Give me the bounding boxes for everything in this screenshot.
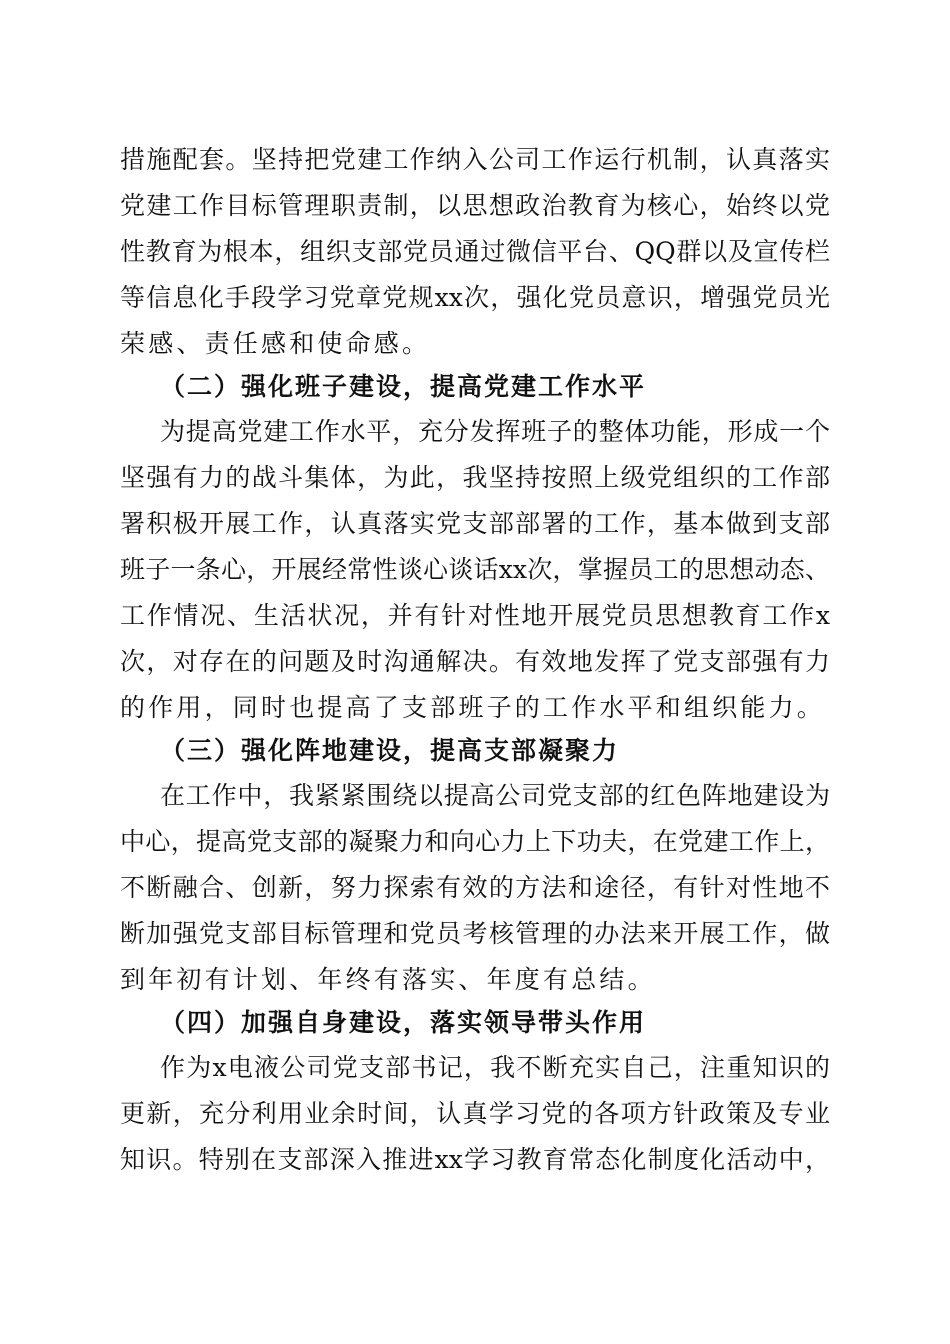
paragraph-line: 中心，提高党支部的凝聚力和向心力上下功夫，在党建工作上，	[120, 827, 830, 856]
paragraph-line: 坚强有力的战斗集体，为此，我坚持按照上级党组织的工作部	[120, 463, 830, 492]
paragraph-line: 工作情况、生活状况，并有针对性地开展党员思想教育工作x	[120, 601, 830, 630]
paragraph-line: 荣感、责任感和使命感。	[120, 329, 431, 358]
paragraph-line: 措施配套。坚持把党建工作纳入公司工作运行机制，认真落实	[120, 145, 830, 174]
paragraph-line: 在工作中，我紧紧围绕以提高公司党支部的红色阵地建设为	[160, 781, 830, 810]
paragraph-line: 为提高党建工作水平，充分发挥班子的整体功能，形成一个	[160, 417, 830, 446]
paragraph-line: 党建工作目标管理职责制，以思想政治教育为核心，始终以党	[120, 191, 830, 220]
paragraph-line: 班子一条心，开展经常性谈心谈话xx次，掌握员工的思想动态、	[120, 555, 830, 584]
section-heading-3: （三）强化阵地建设，提高支部凝聚力	[160, 736, 620, 765]
section-heading-2: （二）强化班子建设，提高党建工作水平	[160, 372, 647, 401]
paragraph-line: 次，对存在的问题及时沟通解决。有效地发挥了党支部强有力	[120, 647, 830, 676]
section-heading-4: （四）加强自身建设，落实领导带头作用	[160, 1008, 647, 1037]
paragraph-line: 作为x电液公司党支部书记，我不断充实自己，注重知识的	[160, 1053, 830, 1082]
paragraph-line: 等信息化手段学习党章党规xx次，强化党员意识，增强党员光	[120, 283, 830, 312]
paragraph-line: 的作用，同时也提高了支部班子的工作水平和组织能力。	[120, 693, 826, 722]
paragraph-line: 性教育为根本，组织支部党员通过微信平台、QQ群以及宣传栏	[120, 237, 830, 266]
paragraph-line: 更新，充分利用业余时间，认真学习党的各项方针政策及专业	[120, 1099, 830, 1128]
paragraph-line: 署积极开展工作，认真落实党支部部署的工作，基本做到支部	[120, 509, 830, 538]
paragraph-line: 知识。特别在支部深入推进xx学习教育常态化制度化活动中，	[120, 1145, 830, 1174]
paragraph-line: 不断融合、创新，努力探索有效的方法和途径，有针对性地不	[120, 873, 830, 902]
paragraph-line: 到年初有计划、年终有落实、年度有总结。	[120, 965, 656, 994]
paragraph-line: 断加强党支部目标管理和党员考核管理的办法来开展工作，做	[120, 919, 830, 948]
